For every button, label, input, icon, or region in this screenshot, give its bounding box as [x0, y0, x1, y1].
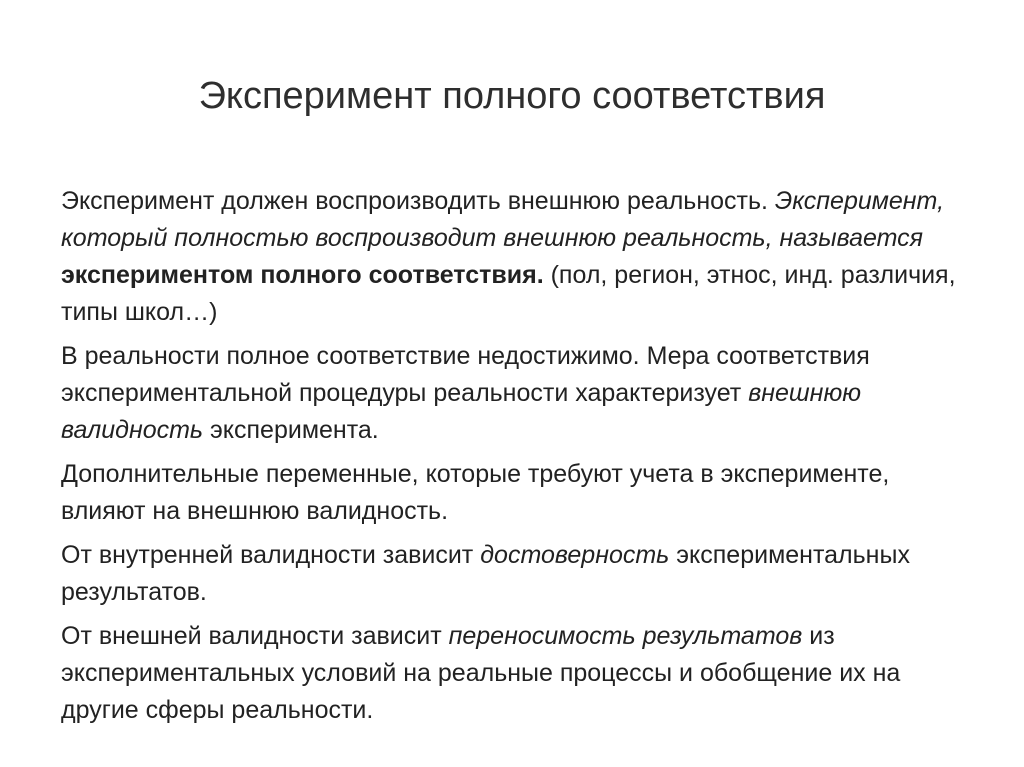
- p1-italic-definition: Эксперимент, который полностью воспроизводит внешнюю реальность, называется: [61, 187, 945, 252]
- p1-sentence: Эксперимент должен воспроизводить внешнюю реальность.: [61, 187, 768, 215]
- p2-italic-term: внешнюю валидность: [61, 379, 862, 444]
- p5-sentence: От внешней валидности зависит: [61, 622, 442, 650]
- paragraph-5: [61, 618, 966, 729]
- p1-parenthetical: (пол, регион, этнос, инд. различия, типы школ…): [61, 261, 956, 326]
- p2-sentence: В реальности полное соответствие недостижимо. Мера соответствия экспериментальной процедуры реальности характеризует: [61, 342, 870, 407]
- p2-tail: эксперимента.: [210, 416, 379, 444]
- p4-sentence: От внутренней валидности зависит: [61, 541, 474, 569]
- paragraph-2: [61, 338, 966, 449]
- p4-tail: экспериментальных результатов.: [61, 541, 910, 606]
- p5-tail: из экспериментальных условий на реальные процессы и обобщение их на другие сферы реальности.: [61, 622, 901, 724]
- p5-italic-term: переносимость результатов: [448, 622, 803, 650]
- p1-bold-term: экспериментом полного соответствия.: [61, 261, 544, 289]
- p3-sentence: Дополнительные переменные, которые требуют учета в эксперименте, влияют на внешнюю валидность.: [61, 460, 890, 525]
- paragraph-4: [61, 537, 966, 611]
- p4-italic-term: достоверность: [480, 541, 670, 569]
- slide-title: Эксперимент полного соответствия: [198, 75, 826, 117]
- paragraph-1: [61, 183, 966, 331]
- slide-body: [61, 183, 966, 736]
- paragraph-3: [61, 456, 966, 530]
